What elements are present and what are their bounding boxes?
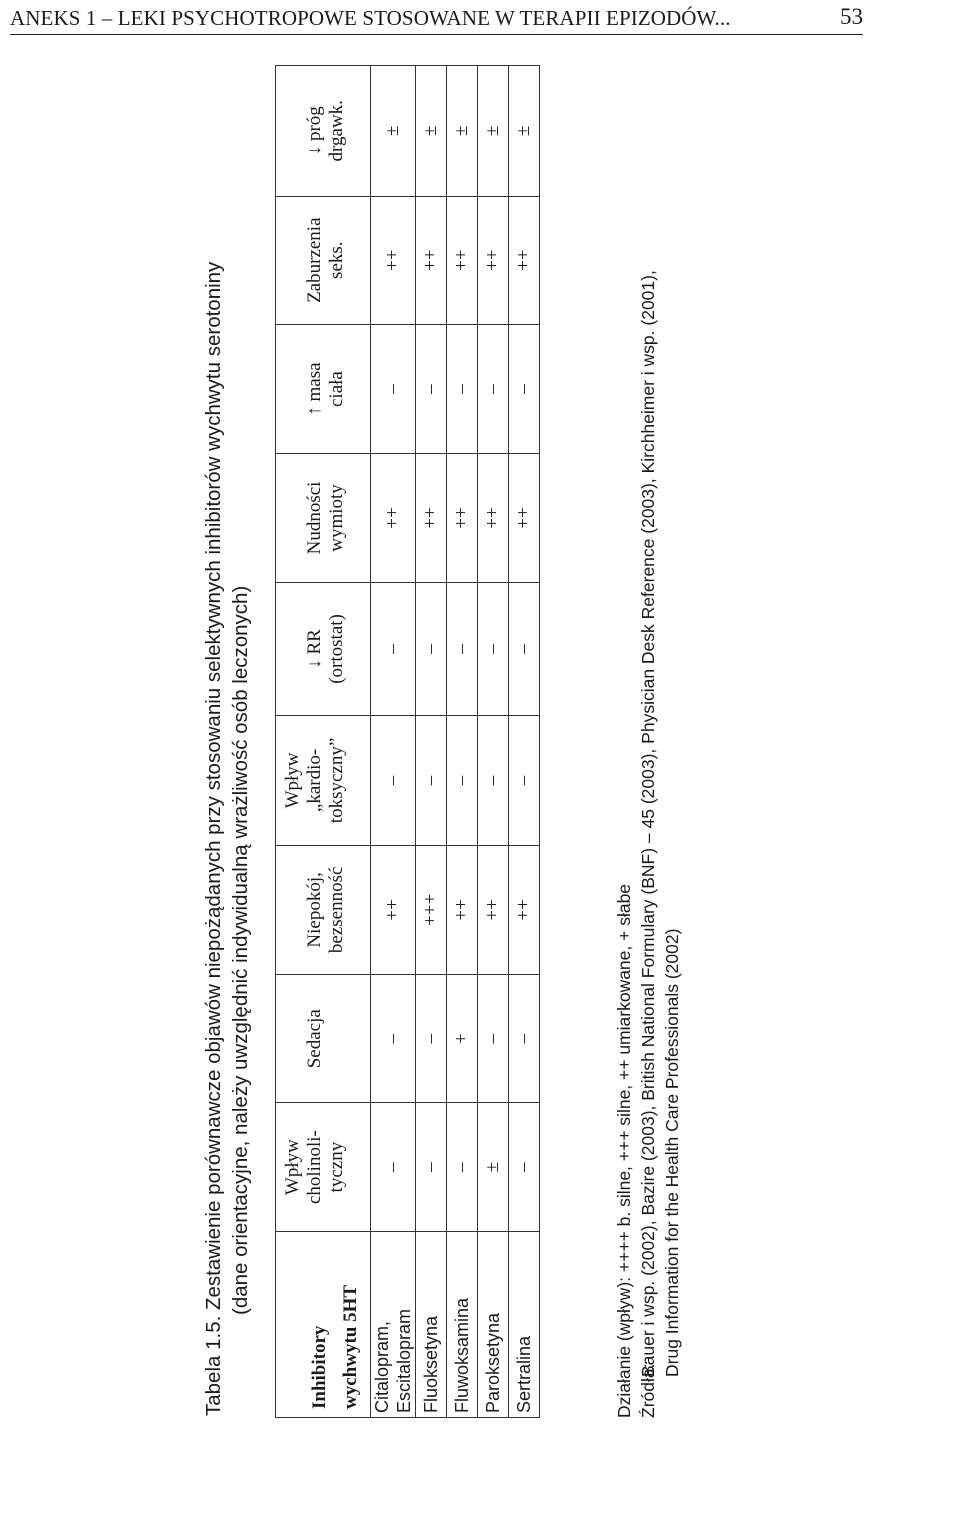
- caption-line-2: (dane orientacyjne, należy uwzględnić indywidualną wrażliwość osób leczonych): [229, 585, 252, 1315]
- effect-value-cell: ±: [478, 1103, 509, 1231]
- effect-value-cell: ++: [371, 196, 416, 324]
- column-header-line: bezsenność: [326, 866, 347, 954]
- column-header-line: Wpływ: [282, 1139, 303, 1196]
- drug-name-cell: Fluwoksamina: [447, 1231, 478, 1417]
- column-header: [276, 454, 371, 582]
- effect-value-cell: –: [447, 716, 478, 845]
- effect-value-cell: ++: [371, 454, 416, 582]
- effect-value-cell: ±: [416, 66, 447, 197]
- sources-label: Źródła:: [638, 1363, 658, 1418]
- table-notes: [612, 58, 684, 1418]
- effect-value-cell: +++: [416, 845, 447, 974]
- column-header-line: cholinoli-: [304, 1130, 325, 1205]
- column-header-line: Sedacja: [304, 1009, 325, 1069]
- sources-line-2: Drug Information for the Health Care Professionals (2002): [662, 928, 682, 1377]
- effect-value-cell: –: [447, 1103, 478, 1231]
- table-corner-header: [276, 1231, 371, 1417]
- effect-value-cell: –: [509, 324, 540, 453]
- drug-name-cell: Fluoksetyna: [416, 1231, 447, 1417]
- effect-value-cell: –: [478, 324, 509, 453]
- effect-value-cell: –: [416, 716, 447, 845]
- effect-value-cell: ++: [509, 196, 540, 324]
- effect-value-cell: ++: [509, 454, 540, 582]
- side-effects-table: [275, 65, 540, 1418]
- effect-value-cell: ±: [478, 66, 509, 197]
- column-header: [276, 845, 371, 974]
- column-header-line: „kardio-: [304, 748, 325, 813]
- column-header-line: (ortostat): [326, 614, 347, 684]
- effect-value-cell: –: [478, 716, 509, 845]
- effect-value-cell: –: [447, 582, 478, 716]
- column-header: [276, 716, 371, 845]
- column-header-line: ciała: [326, 371, 347, 408]
- column-header-line: ↓ RR: [304, 629, 325, 669]
- column-header-line: Niepokój,: [304, 872, 325, 948]
- column-header-line: Zaburzenia: [304, 217, 325, 303]
- column-header-line: seks.: [326, 241, 347, 279]
- caption-line-1: Tabela 1.5. Zestawienie porównawcze objawów niepożądanych przy stosowaniu selektywnych inhibitorów wychwytu serotoniny: [202, 261, 225, 1416]
- effect-value-cell: ±: [447, 66, 478, 197]
- column-header-line: Nudności: [304, 481, 325, 555]
- effect-value-cell: –: [416, 324, 447, 453]
- effect-value-cell: –: [371, 324, 416, 453]
- effect-value-cell: ±: [509, 66, 540, 197]
- column-header: [276, 324, 371, 453]
- effect-value-cell: +: [447, 975, 478, 1103]
- effect-value-cell: –: [416, 1103, 447, 1231]
- column-header: [276, 582, 371, 716]
- effect-value-cell: –: [447, 324, 478, 453]
- effect-value-cell: –: [478, 975, 509, 1103]
- effect-value-cell: –: [371, 1103, 416, 1231]
- effect-value-cell: ++: [447, 845, 478, 974]
- effect-value-cell: ++: [416, 454, 447, 582]
- corner-line-1: Inhibitory: [309, 1325, 330, 1409]
- column-header-line: ↑ masa: [304, 362, 325, 416]
- sources-line-1: [636, 58, 660, 1418]
- column-header-line: toksyczny”: [326, 737, 347, 824]
- drug-name-cell: Sertralina: [509, 1231, 540, 1417]
- column-header: [276, 975, 371, 1103]
- table-row: [478, 66, 509, 1418]
- effect-value-cell: –: [509, 716, 540, 845]
- effect-value-cell: ±: [371, 66, 416, 197]
- effect-value-cell: ++: [478, 454, 509, 582]
- column-header-line: Wpływ: [282, 752, 303, 809]
- table-row: [447, 66, 478, 1418]
- column-header: [276, 1103, 371, 1231]
- column-header-line: ↓ próg: [304, 106, 325, 156]
- effect-value-cell: –: [371, 975, 416, 1103]
- table-header-row: [276, 66, 371, 1418]
- column-header-line: drgawk.: [326, 100, 347, 162]
- table-row: [416, 66, 447, 1418]
- effect-value-cell: ++: [478, 196, 509, 324]
- effect-value-cell: ++: [371, 845, 416, 974]
- effect-value-cell: –: [509, 975, 540, 1103]
- running-header-title: ANEKS 1 – LEKI PSYCHOTROPOWE STOSOWANE W TERAPII EPIZODÓW...: [10, 6, 731, 30]
- effect-legend: Działanie (wpływ): ++++ b. silne, +++ silne, ++ umiarkowane, + słabe: [614, 883, 634, 1418]
- table-row: [509, 66, 540, 1418]
- corner-line-2: wychwytu 5HT: [340, 1284, 361, 1409]
- effect-value-cell: –: [371, 716, 416, 845]
- column-header: [276, 196, 371, 324]
- effect-value-cell: –: [478, 582, 509, 716]
- effect-value-cell: –: [509, 582, 540, 716]
- column-header-line: tyczny: [326, 1141, 347, 1193]
- effect-value-cell: –: [509, 1103, 540, 1231]
- effect-value-cell: –: [371, 582, 416, 716]
- table-caption: [200, 86, 254, 1416]
- table-row: [371, 66, 416, 1418]
- effect-value-cell: –: [416, 975, 447, 1103]
- effect-value-cell: ++: [416, 196, 447, 324]
- effect-value-cell: ++: [509, 845, 540, 974]
- table-body: [371, 66, 540, 1418]
- effect-value-cell: ++: [447, 196, 478, 324]
- sources-text-1: Bauer i wsp. (2002), Bazire (2003), British National Formulary (BNF) – 45 (2003), Physician Desk Reference (2003), Kirchheimer i wsp. (2001),: [638, 270, 658, 1377]
- drug-name-cell: Citalopram, Escitalopram: [371, 1231, 416, 1417]
- effect-value-cell: –: [416, 582, 447, 716]
- effect-value-cell: ++: [478, 845, 509, 974]
- effect-value-cell: ++: [447, 454, 478, 582]
- page-number: 53: [840, 4, 863, 29]
- column-header-line: wymioty: [326, 484, 347, 552]
- column-header: [276, 66, 371, 197]
- drug-name-cell: Paroksetyna: [478, 1231, 509, 1417]
